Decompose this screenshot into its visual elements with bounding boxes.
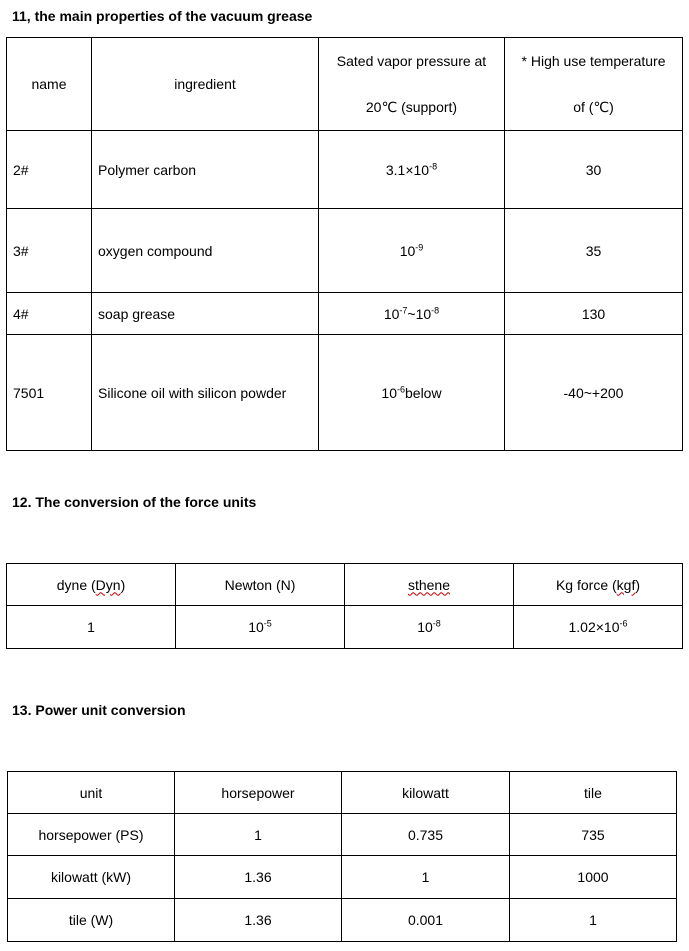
header-kilowatt: kilowatt bbox=[342, 772, 510, 814]
pressure-mid: ~10 bbox=[407, 305, 432, 322]
table-row bbox=[7, 209, 683, 293]
sthene-base: 10 bbox=[417, 619, 433, 635]
cell-ingredient: Silicone oil with silicon powder bbox=[92, 335, 319, 451]
pressure-base: 10 bbox=[383, 305, 400, 322]
sthene-exponent: -8 bbox=[432, 618, 441, 629]
kg-label: Kg force ( bbox=[555, 576, 617, 593]
header-row bbox=[8, 772, 677, 814]
header-name: name bbox=[7, 38, 92, 131]
vacuum-grease-table bbox=[6, 37, 683, 451]
pressure-base: 10 bbox=[399, 242, 416, 259]
section-13-title: 13. Power unit conversion bbox=[12, 702, 186, 718]
header-tile: tile bbox=[510, 772, 677, 814]
kg-close: ) bbox=[635, 576, 641, 593]
table-row bbox=[8, 856, 677, 899]
table-row bbox=[8, 899, 677, 942]
cell-horsepower: 1.36 bbox=[175, 856, 342, 899]
cell-tile: 1 bbox=[510, 899, 677, 942]
cell-tile: 735 bbox=[510, 814, 677, 856]
header-dyne bbox=[7, 564, 176, 606]
pressure-base: 10 bbox=[381, 384, 397, 401]
section-11-title: 11, the main properties of the vacuum grease bbox=[12, 8, 313, 24]
cell-ingredient: Polymer carbon bbox=[92, 131, 319, 209]
cell-name: 3# bbox=[7, 209, 92, 293]
table-row bbox=[7, 606, 683, 649]
force-units-table bbox=[6, 563, 683, 649]
table-row bbox=[7, 335, 683, 451]
header-horsepower: horsepower bbox=[175, 772, 342, 814]
cell-kilowatt: 1 bbox=[342, 856, 510, 899]
pressure-tail: below bbox=[405, 384, 442, 401]
header-newton: Newton (N) bbox=[176, 564, 345, 606]
cell-unit: horsepower (PS) bbox=[8, 814, 175, 856]
cell-tile: 1000 bbox=[510, 856, 677, 899]
cell-kilowatt: 0.735 bbox=[342, 814, 510, 856]
dyne-label: dyne ( bbox=[56, 576, 96, 593]
cell-kilowatt: 0.001 bbox=[342, 899, 510, 942]
table-row bbox=[7, 131, 683, 209]
cell-temp: 35 bbox=[505, 209, 683, 293]
table-row bbox=[7, 293, 683, 335]
cell-name: 7501 bbox=[7, 335, 92, 451]
pressure-exponent: -9 bbox=[415, 241, 424, 252]
sthene-label: sthene bbox=[407, 576, 451, 593]
pressure-exponent: -6 bbox=[396, 383, 405, 394]
cell-dyne: 1 bbox=[7, 606, 176, 649]
dyne-close: ) bbox=[120, 576, 126, 593]
header-unit: unit bbox=[8, 772, 175, 814]
pressure-exponent-2: -8 bbox=[431, 304, 440, 315]
cell-temp: 30 bbox=[505, 131, 683, 209]
cell-pressure bbox=[319, 209, 505, 293]
dyne-abbr: Dyn bbox=[95, 576, 121, 593]
kg-exponent: -6 bbox=[619, 618, 628, 629]
cell-temp: 130 bbox=[505, 293, 683, 335]
pressure-exponent: -7 bbox=[399, 304, 408, 315]
cell-newton bbox=[176, 606, 345, 649]
header-sthene bbox=[345, 564, 514, 606]
table-row bbox=[8, 814, 677, 856]
cell-temp: -40~+200 bbox=[505, 335, 683, 451]
header-high-temp-line1: * High use temperature bbox=[521, 53, 666, 69]
cell-name: 4# bbox=[7, 293, 92, 335]
pressure-base: 3.1×10 bbox=[385, 161, 430, 178]
cell-ingredient: soap grease bbox=[92, 293, 319, 335]
cell-unit: kilowatt (kW) bbox=[8, 856, 175, 899]
pressure-exponent: -8 bbox=[429, 160, 438, 171]
header-high-temp bbox=[505, 38, 683, 131]
cell-pressure bbox=[319, 293, 505, 335]
cell-unit: tile (W) bbox=[8, 899, 175, 942]
newton-base: 10 bbox=[248, 619, 264, 635]
cell-name: 2# bbox=[7, 131, 92, 209]
cell-sthene bbox=[345, 606, 514, 649]
header-kg-force bbox=[514, 564, 683, 606]
cell-pressure bbox=[319, 335, 505, 451]
cell-ingredient: oxygen compound bbox=[92, 209, 319, 293]
section-12-title: 12. The conversion of the force units bbox=[12, 494, 257, 510]
header-high-temp-line2: of (℃) bbox=[573, 99, 614, 115]
cell-horsepower: 1 bbox=[175, 814, 342, 856]
cell-kg-force bbox=[514, 606, 683, 649]
header-row bbox=[7, 38, 683, 131]
header-row bbox=[7, 564, 683, 606]
header-ingredient: ingredient bbox=[92, 38, 319, 131]
kg-abbr: kgf bbox=[616, 576, 636, 593]
cell-horsepower: 1.36 bbox=[175, 899, 342, 942]
power-units-table bbox=[7, 771, 677, 942]
kg-base: 1.02×10 bbox=[568, 619, 620, 635]
cell-pressure bbox=[319, 131, 505, 209]
newton-exponent: -5 bbox=[263, 618, 272, 629]
header-vapor-pressure-line1: Sated vapor pressure at bbox=[336, 53, 487, 69]
header-vapor-pressure bbox=[319, 38, 505, 131]
header-vapor-pressure-line2: 20℃ (support) bbox=[365, 99, 458, 115]
